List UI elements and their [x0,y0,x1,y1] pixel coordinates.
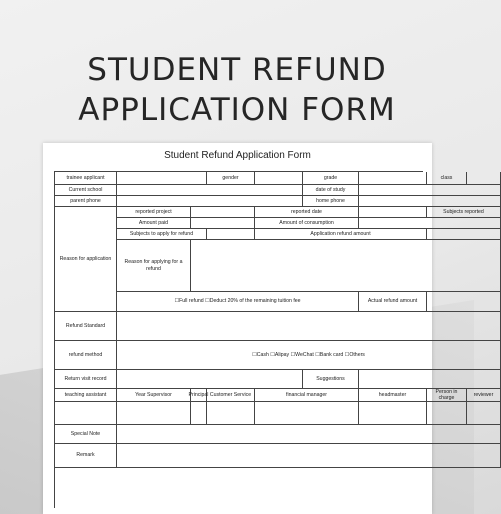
field-parent-phone[interactable] [117,196,303,207]
field-gender[interactable] [255,172,303,185]
label-current-school: Current school [55,185,117,196]
refund-method-options[interactable]: ☐Cash ☐Alipay ☐WeChat ☐Bank card ☐Others [117,341,501,370]
field-class[interactable] [467,172,501,185]
label-parent-phone: parent phone [55,196,117,207]
sign-year-supervisor[interactable] [117,402,191,425]
field-amount-paid[interactable] [191,218,255,229]
label-reported-project: reported project [117,207,191,218]
field-subjects-to-apply[interactable] [207,229,255,240]
form-sheet [43,143,494,514]
label-date-of-study: date of study [303,185,359,196]
field-return-visit-record[interactable] [117,370,303,389]
field-amount-of-consumption[interactable] [359,218,501,229]
field-actual-refund-amount[interactable] [427,292,501,312]
field-special-note[interactable] [117,425,501,444]
field-reported-project[interactable] [191,207,255,218]
label-trainee-applicant: trainee applicant [55,172,117,185]
sign-financial-manager[interactable] [255,402,359,425]
refund-type-options[interactable]: ☐Full refund ☐Deduct 20% of the remaining tuition fee [117,292,359,312]
label-reason-for-application: Reason for application [55,207,117,312]
label-year-supervisor: Year Supervisor [117,389,191,402]
label-financial-manager: financial manager [255,389,359,402]
label-customer-service: Customer Service [207,389,255,402]
label-reviewer: reviewer [467,389,501,402]
field-home-phone[interactable] [359,196,501,207]
label-reason-for-applying: Reason for applying for a refund [117,240,191,292]
field-current-school[interactable] [117,185,303,196]
field-reported-date[interactable] [359,207,427,218]
sign-headmaster[interactable] [359,402,427,425]
label-reported-date: reported date [255,207,359,218]
label-amount-paid: Amount paid [117,218,191,229]
label-amount-of-consumption: Amount of consumption [255,218,359,229]
sign-principal[interactable] [191,402,207,425]
label-home-phone: home phone [303,196,359,207]
field-application-refund-amount[interactable] [427,229,501,240]
label-headmaster: headmaster [359,389,427,402]
field-remark[interactable] [117,444,501,468]
form-table [54,171,494,508]
sign-reviewer[interactable] [467,402,501,425]
label-application-refund-amount: Application refund amount [255,229,427,240]
label-grade: grade [303,172,359,185]
page-title-line-2: APPLICATION FORM [78,92,396,128]
field-reason-for-applying[interactable] [191,240,501,292]
label-actual-refund-amount: Actual refund amount [359,292,427,312]
field-date-of-study[interactable] [359,185,501,196]
label-subjects-to-apply: Subjects to apply for refund [117,229,207,240]
label-principal: Principal [191,389,207,402]
form-title: Student Refund Application Form [164,150,311,161]
label-special-note: Special Note [55,425,117,444]
field-refund-standard[interactable] [117,312,501,341]
sign-person-in-charge[interactable] [427,402,467,425]
label-class: class [427,172,467,185]
page-title-line-1: STUDENT REFUND [87,52,387,88]
label-return-visit-record: Return visit record [55,370,117,389]
field-grade[interactable] [359,172,427,185]
label-refund-method: refund method [55,341,117,370]
field-trainee-applicant[interactable] [117,172,207,185]
label-gender: gender [207,172,255,185]
label-remark: Remark [55,444,117,468]
label-suggestions: Suggestions [303,370,359,389]
label-person-in-charge: Person in charge [427,389,467,402]
label-teaching-assistant: teaching assistant [55,389,117,402]
field-suggestions[interactable] [359,370,501,389]
sign-customer-service[interactable] [207,402,255,425]
label-refund-standard: Refund Standard [55,312,117,341]
label-subjects-reported: Subjects reported [427,207,501,218]
sign-teaching-assistant[interactable] [55,402,117,425]
